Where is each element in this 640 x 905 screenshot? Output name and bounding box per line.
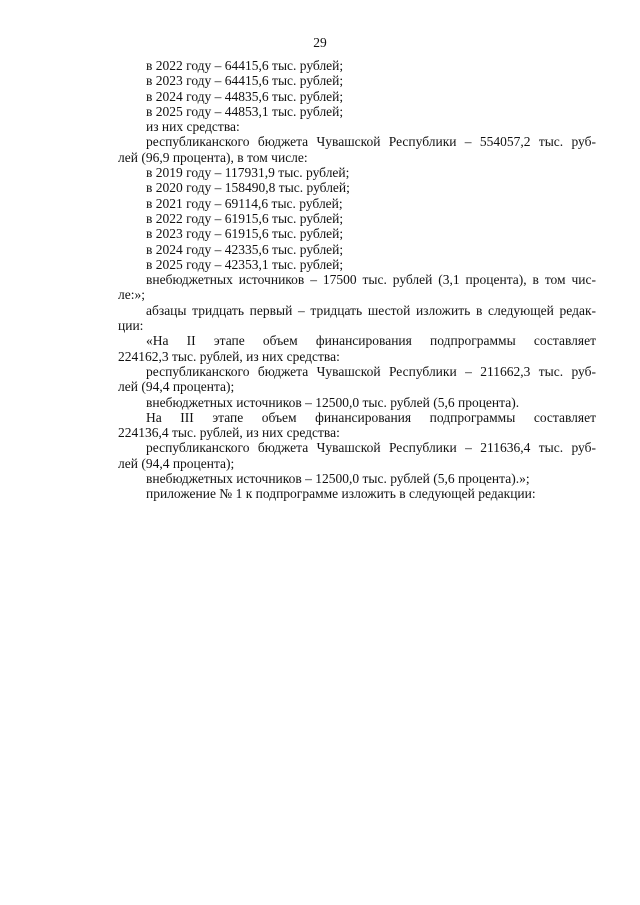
text-line: в 2021 году – 69114,6 тыс. рублей; (146, 195, 343, 211)
text-line: лей (96,9 процента), в том числе: (118, 149, 308, 165)
text-line: ции: (118, 318, 144, 334)
text-line: абзацы тридцать первый – тридцать шестой изложить в следующей редак- (146, 302, 596, 318)
text-line: в 2020 году – 158490,8 тыс. рублей; (146, 180, 350, 196)
text-line: в 2023 году – 61915,6 тыс. рублей; (146, 226, 344, 242)
text-line: лей (94,4 процента); (118, 379, 235, 395)
text-line: республиканского бюджета Чувашской Республики – 211636,4 тыс. руб- (146, 440, 596, 456)
document-body (118, 58, 596, 502)
text-line: в 2022 году – 64415,6 тыс. рублей; (146, 58, 344, 73)
page-number: 29 (313, 35, 327, 50)
text-line: республиканского бюджета Чувашской Республики – 211662,3 тыс. руб- (146, 363, 596, 379)
text-line: внебюджетных источников – 12500,0 тыс. рублей (5,6 процента).»; (146, 471, 530, 487)
text-line: из них средства: (146, 119, 240, 135)
text-line: республиканского бюджета Чувашской Республики – 554057,2 тыс. руб- (146, 134, 596, 150)
text-line: внебюджетных источников – 12500,0 тыс. рублей (5,6 процента). (146, 394, 520, 410)
text-line: приложение № 1 к подпрограмме изложить в следующей редакции: (146, 486, 536, 502)
text-line: в 2024 году – 44835,6 тыс. рублей; (146, 88, 344, 104)
text-line: На III этапе объем финансирования подпрограммы составляет (146, 409, 596, 425)
text-line: в 2022 году – 61915,6 тыс. рублей; (146, 210, 344, 226)
text-line: «На II этапе объем финансирования подпрограммы составляет (146, 333, 596, 349)
text-line: 224136,4 тыс. рублей, из них средства: (118, 425, 340, 441)
text-line: внебюджетных источников – 17500 тыс. рублей (3,1 процента), в том чис- (146, 272, 596, 288)
text-line: лей (94,4 процента); (118, 455, 235, 471)
text-line: в 2023 году – 64415,6 тыс. рублей; (146, 73, 344, 89)
text-line: в 2024 году – 42335,6 тыс. рублей; (146, 241, 344, 257)
text-line: ле:»; (118, 287, 145, 303)
text-line: в 2025 году – 44853,1 тыс. рублей; (146, 103, 344, 119)
text-line: 224162,3 тыс. рублей, из них средства: (118, 348, 340, 364)
text-line: в 2019 году – 117931,9 тыс. рублей; (146, 165, 350, 181)
text-line: в 2025 году – 42353,1 тыс. рублей; (146, 256, 344, 272)
